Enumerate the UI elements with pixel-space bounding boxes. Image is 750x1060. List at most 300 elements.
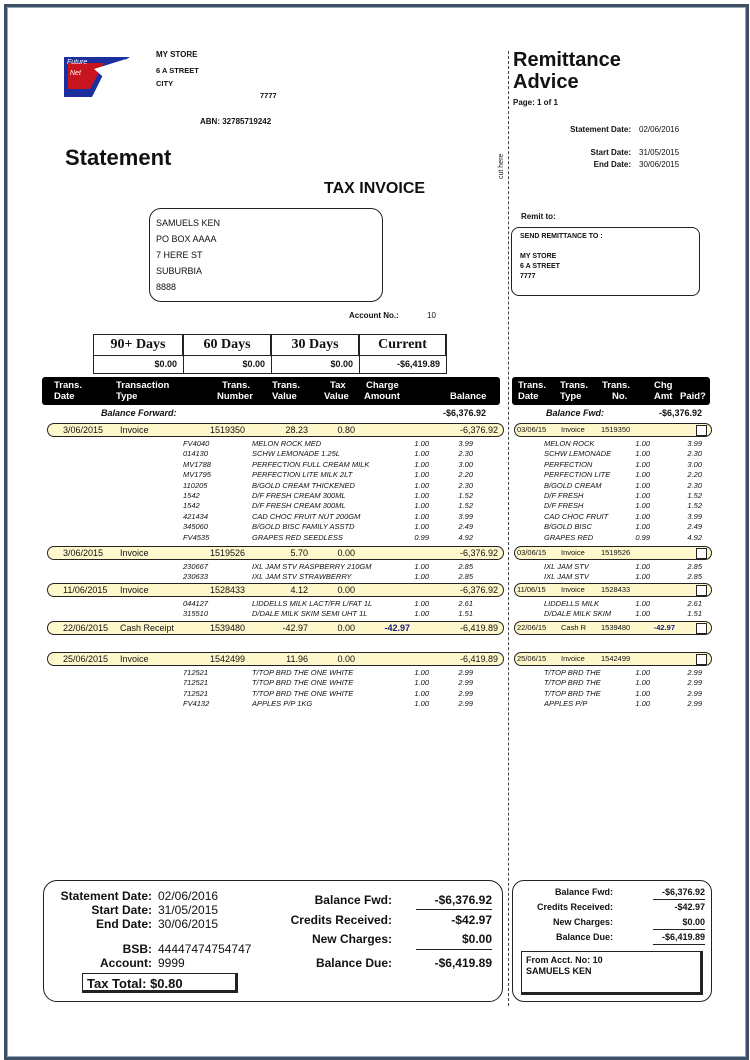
summary-new: $0.00 xyxy=(461,932,492,946)
remit-summary-rule-1 xyxy=(653,899,705,900)
remit-bal-fwd-label: Balance Fwd: xyxy=(546,408,605,418)
remit-item-description: D/F FRESH xyxy=(544,491,584,500)
from-account-box xyxy=(521,951,703,995)
item-price: 2.61 xyxy=(458,599,473,608)
remit-item-description: T/TOP BRD THE xyxy=(544,668,601,677)
line-item xyxy=(47,533,502,543)
item-description: D/DALE MILK SKIM SEMI UHT 1L xyxy=(252,609,368,619)
col-date-1: Trans. xyxy=(54,380,82,391)
store-logo xyxy=(64,53,132,101)
remit-col-date-2: Date xyxy=(518,391,539,402)
store-name: MY STORE xyxy=(156,50,198,59)
remit-line-item xyxy=(514,668,710,678)
remit-statement-date: 02/06/2016 xyxy=(639,125,680,134)
send-remittance-label: SEND REMITTANCE TO : xyxy=(520,233,603,240)
remit-item-price: 2.20 xyxy=(687,470,702,480)
line-item xyxy=(47,522,502,532)
col-balance: Balance xyxy=(450,391,487,402)
line-item xyxy=(47,678,502,688)
item-code: 1542 xyxy=(183,501,200,511)
item-code: 014130 xyxy=(183,449,209,459)
item-code: 345060 xyxy=(183,522,209,532)
item-qty: 1.00 xyxy=(414,449,429,459)
item-code: MV1788 xyxy=(183,459,211,469)
item-price: 2.99 xyxy=(458,678,473,688)
aging-table xyxy=(93,334,447,374)
item-price: 4.92 xyxy=(458,532,473,542)
remit-item-description: PERFECTION xyxy=(544,459,593,469)
remit-line-item xyxy=(514,533,710,543)
remit-summary-credits-label: Credits Received: xyxy=(536,902,613,912)
item-code: MV1795 xyxy=(183,470,211,480)
item-code: FV4132 xyxy=(183,699,210,709)
page-title: Statement xyxy=(65,145,172,170)
transaction-date: 25/06/2015 xyxy=(63,654,109,664)
cut-here-label: cut here xyxy=(498,153,505,179)
remit-row-date: 11/06/15 xyxy=(517,585,546,594)
item-qty: 1.00 xyxy=(414,491,429,500)
transaction-tax: 0.00 xyxy=(337,654,355,664)
line-item xyxy=(47,689,502,699)
remit-line-item xyxy=(514,562,710,572)
summary-account-label: Account: xyxy=(100,956,152,970)
item-qty: 1.00 xyxy=(414,668,429,677)
item-price: 2.99 xyxy=(458,699,473,709)
transaction-balance: -6,419.89 xyxy=(459,654,498,664)
remit-item-qty: 1.00 xyxy=(635,572,650,582)
remit-item-qty: 1.00 xyxy=(635,688,650,698)
summary-account: 9999 xyxy=(158,956,185,970)
transaction-balance: -6,419.89 xyxy=(459,623,498,633)
remit-start-date: 31/05/2015 xyxy=(639,148,680,157)
remit-row xyxy=(514,546,712,560)
remit-item-description: PERFECTION LITE xyxy=(544,470,611,480)
remit-item-qty: 1.00 xyxy=(635,609,650,619)
remit-statement-date-label: Statement Date: xyxy=(570,125,631,134)
remit-address-line: MY STORE xyxy=(520,253,557,260)
remit-item-description: SCHW LEMONADE xyxy=(544,449,612,459)
col-charge-1: Charge xyxy=(366,380,399,391)
transaction-balance: -6,376.92 xyxy=(459,548,498,558)
remit-row-number: 1519350 xyxy=(601,425,631,434)
from-account-number: From Acct. No: 10 xyxy=(526,955,603,965)
item-price: 2.85 xyxy=(458,572,473,582)
store-abn: ABN: 32785719242 xyxy=(200,117,272,126)
remit-row-date: 03/06/15 xyxy=(517,548,547,557)
remit-item-price: 1.51 xyxy=(687,609,702,619)
remit-item-qty: 1.00 xyxy=(635,511,650,521)
transaction-number: 1542499 xyxy=(210,654,246,664)
customer-address-box xyxy=(149,208,383,302)
line-item xyxy=(47,572,502,582)
remit-item-price: 2.49 xyxy=(687,522,702,532)
item-code: 712521 xyxy=(183,678,209,688)
remit-item-qty: 1.00 xyxy=(635,678,650,688)
item-qty: 1.00 xyxy=(414,470,429,480)
remit-summary-due: -$6,419.89 xyxy=(661,932,705,942)
line-item xyxy=(47,491,502,501)
remit-item-qty: 1.00 xyxy=(635,439,650,448)
line-item xyxy=(47,562,502,572)
remit-line-item xyxy=(514,470,710,480)
col-tax-1: Tax xyxy=(330,380,346,391)
remit-end-date: 30/06/2015 xyxy=(639,160,680,169)
item-description: GRAPES RED SEEDLESS xyxy=(252,532,343,542)
aging-column xyxy=(272,335,360,373)
item-price: 1.52 xyxy=(458,501,473,511)
item-description: MELON ROCK MED xyxy=(252,439,322,448)
remit-item-price: 2.30 xyxy=(687,449,702,459)
item-price: 2.49 xyxy=(458,522,473,532)
paid-checkbox[interactable] xyxy=(696,425,707,436)
item-price: 3.99 xyxy=(458,511,473,521)
col-number-2: Number xyxy=(217,391,253,402)
col-value-1: Trans. xyxy=(272,380,300,391)
remit-item-description: T/TOP BRD THE xyxy=(544,688,601,698)
summary-end-date: 30/06/2015 xyxy=(158,917,219,931)
summary-bsb: 44447474754747 xyxy=(158,942,252,956)
item-code: 1542 xyxy=(183,491,200,500)
line-item xyxy=(47,501,502,511)
remit-item-description: MELON ROCK xyxy=(544,439,595,448)
item-description: PERFECTION FULL CREAM MILK xyxy=(252,459,370,469)
item-code: FV4535 xyxy=(183,532,210,542)
remit-col-type-1: Trans. xyxy=(560,380,588,391)
item-qty: 1.00 xyxy=(414,439,429,448)
remit-summary-new: $0.00 xyxy=(682,917,705,927)
item-code: 421434 xyxy=(183,511,209,521)
remit-row-type: Cash R xyxy=(561,623,587,632)
transaction-charge: -42.97 xyxy=(384,623,410,633)
item-qty: 1.00 xyxy=(414,699,429,709)
transaction-row xyxy=(47,583,504,597)
remit-summary-rule-2 xyxy=(653,929,705,930)
remit-item-qty: 1.00 xyxy=(635,501,650,511)
transaction-number: 1528433 xyxy=(210,585,246,595)
remit-line-item xyxy=(514,609,710,619)
remit-line-item xyxy=(514,678,710,688)
transaction-date: 3/06/2015 xyxy=(63,548,104,558)
remit-item-price: 2.61 xyxy=(687,599,702,608)
item-price: 3.99 xyxy=(458,439,473,448)
remit-summary-credits: -$42.97 xyxy=(674,902,705,912)
remit-item-description: APPLES P/P xyxy=(544,699,588,709)
summary-statement-date: 02/06/2016 xyxy=(158,889,219,903)
remit-item-description: LIDDELLS MILK xyxy=(544,599,600,608)
transaction-tax: 0.00 xyxy=(337,548,355,558)
customer-address-line: 7 HERE ST xyxy=(156,250,203,260)
remit-row-type: Invoice xyxy=(561,654,585,663)
remit-line-item xyxy=(514,512,710,522)
item-description: IXL JAM STV RASPBERRY 210GM xyxy=(252,562,372,571)
remit-line-item xyxy=(514,699,710,709)
item-qty: 1.00 xyxy=(414,522,429,532)
remit-row-date: 03/06/15 xyxy=(517,425,547,434)
summary-bal-fwd-label: Balance Fwd: xyxy=(314,893,392,907)
item-code: 044127 xyxy=(183,599,209,608)
remit-item-qty: 1.00 xyxy=(635,470,650,480)
transaction-type: Invoice xyxy=(120,548,149,558)
summary-due: -$6,419.89 xyxy=(434,956,492,970)
summary-start-date-label: Start Date: xyxy=(91,903,152,917)
remit-end-date-label: End Date: xyxy=(593,160,631,169)
balance-forward-value: -$6,376.92 xyxy=(443,408,487,418)
line-item xyxy=(47,439,502,449)
col-tax-2: Value xyxy=(324,391,349,402)
item-price: 2.20 xyxy=(458,470,473,480)
aging-label: 90+ Days xyxy=(94,335,183,356)
col-charge-2: Amount xyxy=(364,391,400,402)
col-date-2: Date xyxy=(54,391,75,402)
item-description: PERFECTION LITE MILK 2LT xyxy=(252,470,353,480)
remit-item-description: IXL JAM STV xyxy=(544,562,589,571)
line-item xyxy=(47,460,502,470)
paid-checkbox[interactable] xyxy=(696,654,707,665)
item-code: 230667 xyxy=(183,562,209,571)
remit-row-type: Invoice xyxy=(561,548,585,557)
item-description: T/TOP BRD THE ONE WHITE xyxy=(252,688,354,698)
paid-checkbox[interactable] xyxy=(696,623,707,634)
remit-item-description: D/F FRESH xyxy=(544,501,584,511)
remit-item-qty: 1.00 xyxy=(635,449,650,459)
remit-item-description: IXL JAM STV xyxy=(544,572,589,582)
remit-item-price: 2.85 xyxy=(687,562,702,571)
summary-start-date: 31/05/2015 xyxy=(158,903,219,917)
remit-line-item xyxy=(514,491,710,501)
item-code: 315510 xyxy=(183,609,209,619)
item-description: CAD CHOC FRUIT NUT 200GM xyxy=(252,511,361,521)
balance-forward-label: Balance Forward: xyxy=(101,408,177,418)
item-code: 110205 xyxy=(183,480,208,490)
remit-line-item xyxy=(514,460,710,470)
transaction-row xyxy=(47,652,504,666)
customer-address-line: SAMUELS KEN xyxy=(156,218,221,228)
remit-summary-rule-3 xyxy=(653,944,705,945)
transaction-type: Invoice xyxy=(120,425,149,435)
remit-item-price: 1.52 xyxy=(687,501,702,511)
item-description: D/F FRESH CREAM 300ML xyxy=(252,491,346,500)
aging-value: -$6,419.89 xyxy=(396,359,440,369)
remit-item-price: 2.99 xyxy=(687,688,702,698)
item-code: 712521 xyxy=(183,668,209,677)
transaction-row xyxy=(47,423,504,437)
remit-item-description: B/GOLD BISC xyxy=(544,522,592,532)
item-qty: 1.00 xyxy=(414,678,429,688)
transaction-value: 11.96 xyxy=(286,654,308,664)
col-type-1: Transaction xyxy=(116,380,170,391)
remit-col-amt-1: Chg xyxy=(654,380,673,391)
remit-col-amt-2: Amt xyxy=(654,391,673,402)
item-qty: 1.00 xyxy=(414,609,429,619)
remit-row-number: 1519526 xyxy=(601,548,631,557)
item-price: 2.30 xyxy=(458,449,473,459)
item-qty: 1.00 xyxy=(414,459,429,469)
aging-label: 60 Days xyxy=(184,335,271,356)
line-item xyxy=(47,481,502,491)
item-code: 712521 xyxy=(183,688,209,698)
remit-address-line: 7777 xyxy=(520,273,536,280)
remit-address-box xyxy=(511,227,700,296)
transaction-date: 3/06/2015 xyxy=(63,425,104,435)
transaction-number: 1519526 xyxy=(210,548,246,558)
remit-col-no-1: Trans. xyxy=(602,380,630,391)
item-price: 2.30 xyxy=(458,480,473,490)
remit-row-type: Invoice xyxy=(561,585,585,594)
remit-item-description: T/TOP BRD THE xyxy=(544,678,601,688)
transaction-row xyxy=(47,621,504,635)
transaction-tax: 0.00 xyxy=(337,623,355,633)
remit-item-qty: 1.00 xyxy=(635,480,650,490)
item-qty: 1.00 xyxy=(414,501,429,511)
statement-table-header xyxy=(42,377,500,405)
remit-row xyxy=(514,621,712,635)
transaction-value: 4.12 xyxy=(290,585,308,595)
summary-rule-2 xyxy=(416,949,492,950)
item-qty: 1.00 xyxy=(414,511,429,521)
remit-line-item xyxy=(514,439,710,449)
aging-value: $0.00 xyxy=(242,359,265,369)
remit-line-item xyxy=(514,481,710,491)
remit-line-item xyxy=(514,449,710,459)
remit-row-date: 25/06/15 xyxy=(517,654,547,663)
remittance-title-2: Advice xyxy=(513,71,579,93)
aging-label: 30 Days xyxy=(272,335,359,356)
item-qty: 0.99 xyxy=(414,532,429,542)
remit-item-price: 4.92 xyxy=(687,532,702,542)
remit-line-item xyxy=(514,501,710,511)
transaction-balance: -6,376.92 xyxy=(459,585,498,595)
remit-summary-new-label: New Charges: xyxy=(552,917,613,927)
remit-item-qty: 1.00 xyxy=(635,522,650,532)
transaction-value: 28.23 xyxy=(285,425,308,435)
line-item xyxy=(47,449,502,459)
aging-value: $0.00 xyxy=(330,359,353,369)
remit-row xyxy=(514,652,712,666)
summary-credits-label: Credits Received: xyxy=(290,913,392,927)
remit-row-number: 1539480 xyxy=(601,623,631,632)
transaction-row xyxy=(47,546,504,560)
item-qty: 1.00 xyxy=(414,572,429,582)
remit-item-qty: 0.99 xyxy=(635,532,650,542)
summary-end-date-label: End Date: xyxy=(95,917,152,931)
remit-row-type: Invoice xyxy=(561,425,585,434)
summary-bal-fwd: -$6,376.92 xyxy=(434,893,492,907)
paid-checkbox[interactable] xyxy=(696,548,707,559)
transaction-tax: 0.00 xyxy=(337,585,355,595)
item-description: APPLES P/P 1KG xyxy=(252,699,313,709)
line-item xyxy=(47,609,502,619)
remit-item-price: 2.85 xyxy=(687,572,702,582)
item-description: T/TOP BRD THE ONE WHITE xyxy=(252,668,354,677)
store-city: CITY xyxy=(156,79,174,88)
customer-address-line: SUBURBIA xyxy=(156,266,203,276)
svg-text:Future: Future xyxy=(67,59,88,66)
transaction-type: Cash Receipt xyxy=(120,623,175,633)
tax-total: Tax Total: $0.80 xyxy=(82,973,238,993)
remit-col-date-1: Trans. xyxy=(518,380,546,391)
remit-col-type-2: Type xyxy=(560,391,582,402)
item-description: D/F FRESH CREAM 300ML xyxy=(252,501,346,511)
cut-line xyxy=(508,51,509,1006)
summary-statement-date-label: Statement Date: xyxy=(60,889,152,903)
item-description: T/TOP BRD THE ONE WHITE xyxy=(252,678,354,688)
transaction-date: 11/06/2015 xyxy=(63,585,108,595)
paid-checkbox[interactable] xyxy=(696,585,707,596)
summary-due-label: Balance Due: xyxy=(315,956,392,970)
aging-column xyxy=(184,335,272,373)
statement-page xyxy=(4,4,749,1060)
item-description: IXL JAM STV STRAWBERRY xyxy=(252,572,352,582)
remit-row-amount: -42.97 xyxy=(653,623,675,632)
transaction-balance: -6,376.92 xyxy=(459,425,498,435)
item-qty: 1.00 xyxy=(414,688,429,698)
aging-column xyxy=(94,335,184,373)
remit-col-paid: Paid? xyxy=(680,391,706,402)
transaction-type: Invoice xyxy=(120,585,149,595)
line-item xyxy=(47,470,502,480)
transaction-type: Invoice xyxy=(120,654,149,664)
summary-credits: -$42.97 xyxy=(451,913,492,927)
remittance-page: Page: 1 of 1 xyxy=(513,98,558,107)
remit-row-number: 1542499 xyxy=(601,654,631,663)
remit-item-qty: 1.00 xyxy=(635,459,650,469)
remit-row-date: 22/06/15 xyxy=(517,623,547,632)
store-postcode: 7777 xyxy=(260,91,277,100)
remit-bal-fwd-value: -$6,376.92 xyxy=(659,408,703,418)
item-description: LIDDELLS MILK LACT/FR L/FAT 1L xyxy=(252,599,373,608)
remit-item-qty: 1.00 xyxy=(635,699,650,709)
remit-item-qty: 1.00 xyxy=(635,668,650,677)
statement-summary-box xyxy=(43,880,503,1002)
summary-bsb-label: BSB: xyxy=(122,942,152,956)
remit-line-item xyxy=(514,689,710,699)
remit-item-description: D/DALE MILK SKIM xyxy=(544,609,612,619)
remit-item-price: 2.30 xyxy=(687,480,702,490)
transaction-number: 1539480 xyxy=(210,623,246,633)
remit-to-label: Remit to: xyxy=(521,212,556,221)
store-street: 6 A STREET xyxy=(156,66,199,75)
item-description: B/GOLD CREAM THICKENED xyxy=(252,480,355,490)
remittance-title-1: Remittance xyxy=(513,49,621,71)
col-number-1: Trans. xyxy=(222,380,250,391)
line-item xyxy=(47,512,502,522)
remit-item-description: CAD CHOC FRUIT xyxy=(544,511,609,521)
remit-address-line: 6 A STREET xyxy=(520,263,560,270)
remit-row-number: 1528433 xyxy=(601,585,631,594)
remit-summary-bal-fwd: -$6,376.92 xyxy=(661,887,705,897)
col-value-2: Value xyxy=(272,391,297,402)
item-description: SCHW LEMONADE 1.25L xyxy=(252,449,340,459)
transaction-value: -42.97 xyxy=(282,623,308,633)
remit-item-price: 3.00 xyxy=(687,459,702,469)
remit-row xyxy=(514,583,712,597)
remit-item-qty: 1.00 xyxy=(635,562,650,571)
remit-line-item xyxy=(514,522,710,532)
line-item xyxy=(47,699,502,709)
summary-rule-1 xyxy=(416,909,492,910)
customer-address-line: 8888 xyxy=(156,282,177,292)
item-qty: 1.00 xyxy=(414,599,429,608)
remit-item-qty: 1.00 xyxy=(635,491,650,500)
aging-label: Current xyxy=(360,335,446,356)
remit-item-description: GRAPES RED xyxy=(544,532,594,542)
customer-address-line: PO BOX AAAA xyxy=(156,234,217,244)
remit-col-no-2: No. xyxy=(612,391,628,402)
from-account-name: SAMUELS KEN xyxy=(526,966,592,976)
item-price: 3.00 xyxy=(458,459,473,469)
item-price: 2.99 xyxy=(458,688,473,698)
aging-column xyxy=(360,335,446,373)
